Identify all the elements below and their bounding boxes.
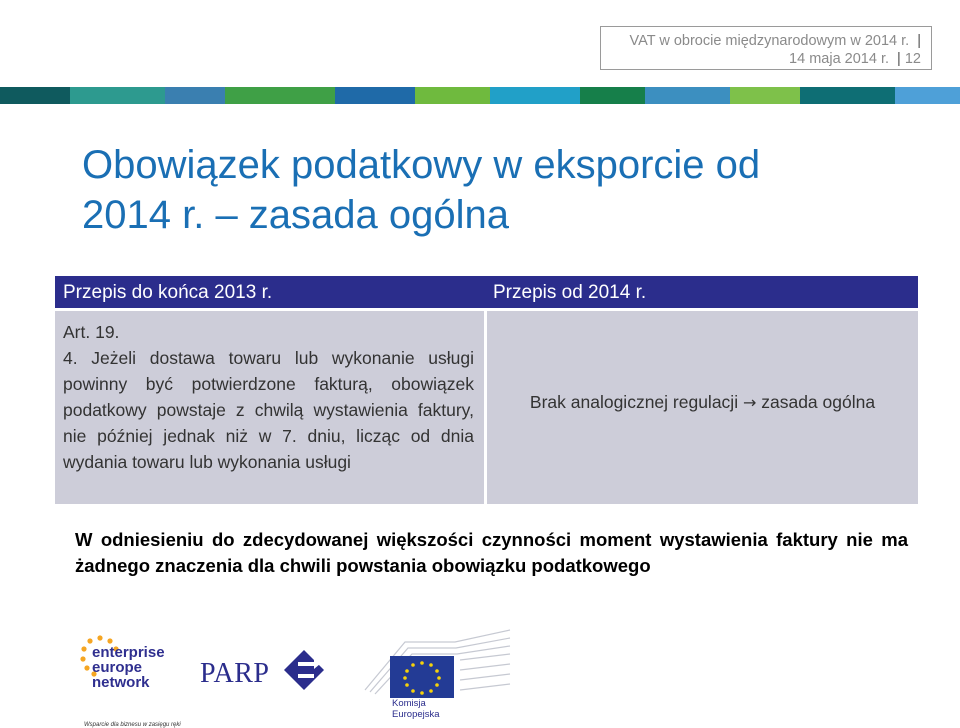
band-segment [730, 87, 800, 104]
header-line-1 [601, 32, 921, 50]
logo-footer [0, 610, 960, 728]
een-wordmark [92, 645, 165, 690]
new-rule-text [530, 390, 875, 415]
slide-title-line-1: Obowiązek podatkowy w eksporcie od [82, 143, 761, 187]
european-commission-logo [360, 620, 520, 720]
band-segment [580, 87, 645, 104]
header-line-2 [601, 50, 921, 68]
een-word-1: enterprise [92, 644, 165, 661]
new-rule-after: zasada ogólna [761, 392, 876, 412]
band-segment [70, 87, 165, 104]
slide-title-line-2: 2014 r. – zasada ogólna [82, 193, 510, 237]
parp-arrow-icon [284, 650, 324, 690]
commission-word-1: Komisja [392, 698, 426, 709]
article-text: 4. Jeżeli dostawa towaru lub wykonanie usługi powinny być potwierdzone fakturą, obowiązek podatkowy powstaje z chwilą wystawienia faktury, nie później jednak niż w 7. dniu, licząc od dnia wydania towaru lub wykonania usługi [63, 348, 474, 472]
page-number: 12 [904, 51, 921, 67]
commission-word-2: Europejska [392, 709, 440, 720]
right-arrow-icon: → [742, 393, 757, 412]
header-separator: | [917, 33, 921, 49]
band-segment [335, 87, 415, 104]
table-cell-new-rule [487, 311, 918, 504]
band-segment [0, 87, 70, 104]
header-topic: VAT w obrocie międzynarodowym w 2014 r. [629, 33, 910, 49]
summary-note: W odniesieniu do zdecydowanej większości czynności moment wystawienia faktury nie ma żadnego znaczenia dla chwili powstania obowiązku podatkowego [75, 529, 908, 576]
slide-title [82, 140, 922, 240]
een-word-3: network [92, 674, 150, 691]
band-segment [645, 87, 730, 104]
band-segment [415, 87, 490, 104]
band-segment [895, 87, 960, 104]
table-header-old-rule: Przepis do końca 2013 r. [55, 276, 483, 308]
parp-wordmark: PARP [200, 658, 270, 689]
table-cell-old-rule [55, 311, 484, 504]
een-word-2: europe [92, 659, 143, 676]
een-tagline: Wsparcie dla biznesu w zasięgu ręki [84, 722, 181, 728]
band-segment [490, 87, 580, 104]
band-segment [165, 87, 225, 104]
header-date: 14 maja 2014 r. [789, 51, 890, 67]
article-number: Art. 19. [63, 322, 120, 342]
new-rule-before: Brak analogicznej regulacji [529, 392, 739, 412]
decorative-color-band [0, 87, 960, 104]
table-header-new-rule: Przepis od 2014 r. [483, 276, 918, 308]
enterprise-europe-network-logo [78, 628, 188, 728]
header-separator: | [897, 51, 901, 67]
commission-caption [392, 698, 440, 720]
band-segment [800, 87, 895, 104]
band-segment [225, 87, 335, 104]
slide-header-box [600, 26, 932, 70]
commission-building-icon [360, 620, 520, 700]
parp-logo [200, 646, 330, 694]
